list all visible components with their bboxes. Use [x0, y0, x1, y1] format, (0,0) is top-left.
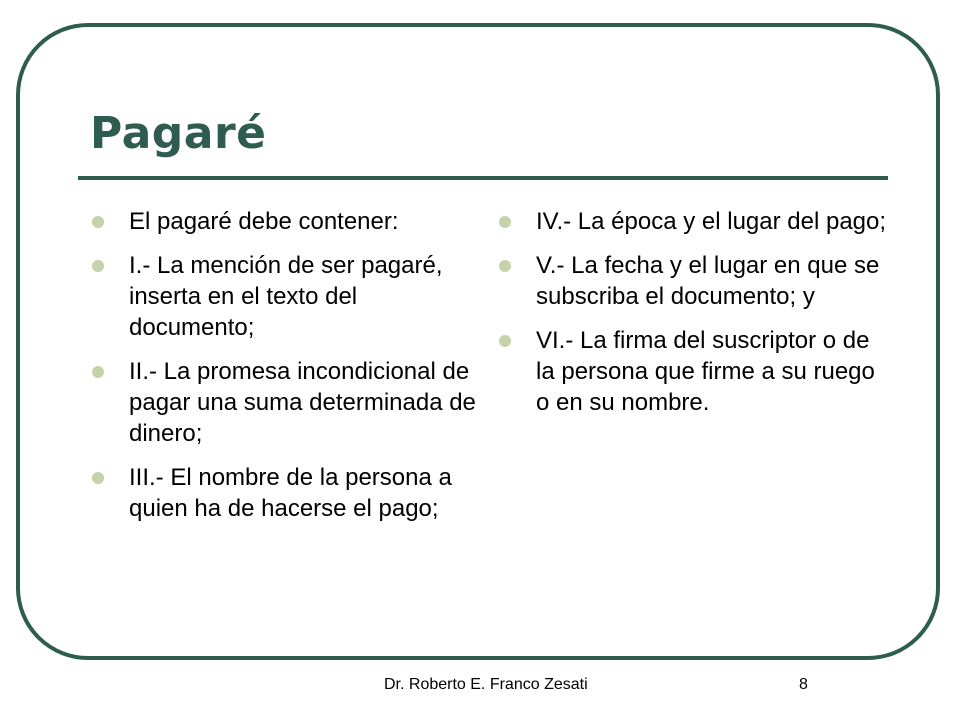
footer-author: Dr. Roberto E. Franco Zesati [384, 676, 588, 693]
title-underline [78, 176, 888, 180]
bullet-dot-icon [499, 335, 511, 347]
bullet-dot-icon [92, 260, 104, 272]
bullet-item [90, 356, 480, 449]
bullet-text: III.- El nombre de la persona a quien ha de hacerse el pago; [129, 464, 452, 522]
left-bullet-list [90, 206, 480, 537]
bullet-dot-icon [92, 472, 104, 484]
page-number: 8 [799, 676, 808, 693]
bullet-dot-icon [499, 260, 511, 272]
bullet-item [90, 206, 480, 237]
bullet-text: II.- La promesa incondicional de pagar una suma determinada de dinero; [129, 358, 476, 447]
bullet-dot-icon [92, 216, 104, 228]
bullet-dot-icon [92, 366, 104, 378]
bullet-item [90, 250, 480, 343]
right-bullet-list [497, 206, 887, 431]
bullet-item [90, 462, 480, 524]
bullet-dot-icon [499, 216, 511, 228]
bullet-text: I.- La mención de ser pagaré, inserta en el texto del documento; [129, 252, 443, 341]
bullet-text: El pagaré debe contener: [129, 208, 399, 235]
bullet-item [497, 206, 887, 237]
bullet-text: IV.- La época y el lugar del pago; [536, 208, 887, 235]
bullet-text: V.- La fecha y el lugar en que se subscriba el documento; y [536, 252, 880, 310]
bullet-item [497, 250, 887, 312]
bullet-item [497, 325, 887, 418]
slide-title: Pagaré [90, 108, 267, 159]
bullet-text: VI.- La firma del suscriptor o de la persona que firme a su ruego o en su nombre. [536, 327, 875, 416]
